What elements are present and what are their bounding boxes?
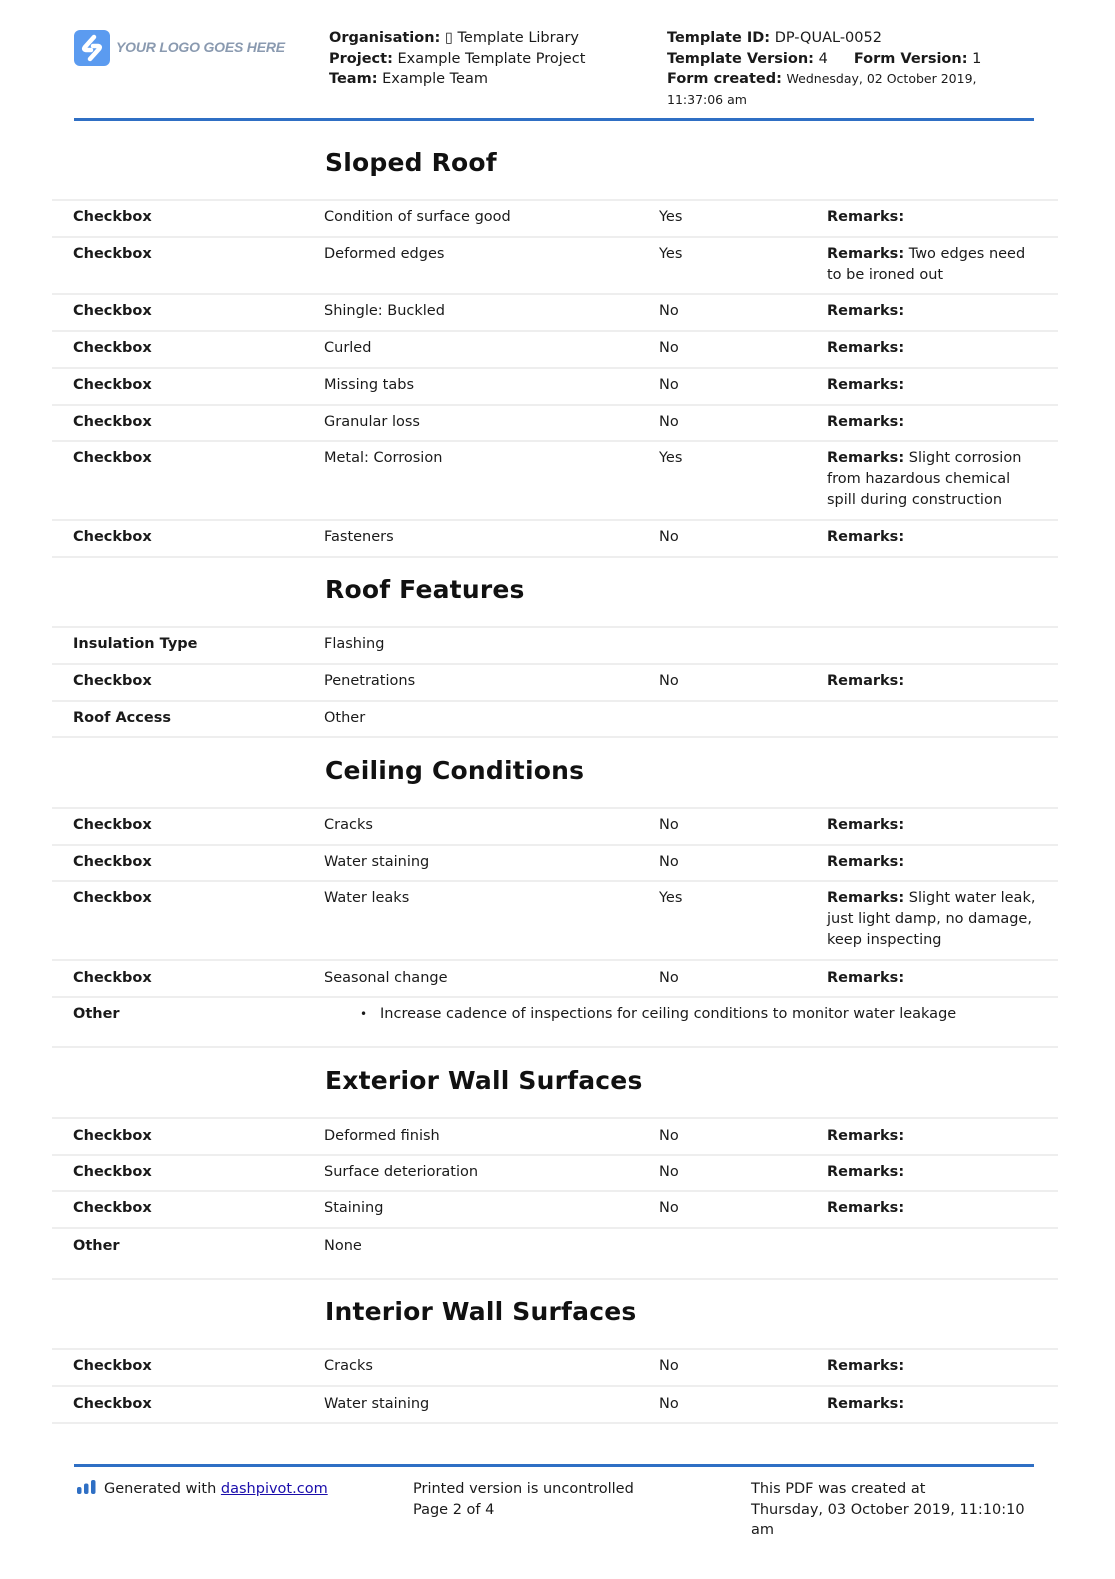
- row-field-type: Checkbox: [73, 414, 152, 430]
- form-created-time: 11:37:06 am: [667, 91, 747, 107]
- row-item-label: Curled: [324, 340, 372, 356]
- bullet-text: Increase cadence of inspections for ceiling conditions to monitor water leakage: [380, 1006, 957, 1022]
- logo-text: YOUR LOGO GOES HERE: [116, 39, 285, 55]
- row-divider: [52, 1154, 1058, 1156]
- pdf-created-date: Thursday, 03 October 2019, 11:10:10: [751, 1501, 1025, 1518]
- row-item-label: Deformed edges: [324, 246, 445, 262]
- row-divider: [52, 1422, 1058, 1424]
- row-checkbox-value: No: [659, 673, 679, 689]
- pdf-created-label: This PDF was created at: [751, 1481, 926, 1497]
- project-value: Example Template Project: [397, 50, 586, 67]
- row-field-type: Checkbox: [73, 303, 152, 319]
- row-item-label: Water staining: [324, 1396, 430, 1412]
- row-divider: [52, 293, 1058, 295]
- row-checkbox-value: Yes: [659, 450, 683, 466]
- row-field-type: Checkbox: [73, 1358, 152, 1374]
- row-divider: [52, 1385, 1058, 1387]
- section-title: Exterior Wall Surfaces: [325, 1066, 643, 1095]
- page-number: Page 2 of 4: [413, 1501, 495, 1518]
- row-checkbox-value: No: [659, 854, 679, 870]
- section-title: Ceiling Conditions: [325, 756, 585, 785]
- team-label: Team:: [329, 71, 378, 87]
- row-checkbox-value: No: [659, 1164, 679, 1180]
- footer-page-info: [413, 1479, 634, 1520]
- remarks-label: Remarks:: [827, 1200, 905, 1216]
- remarks-label: Remarks:: [827, 854, 905, 870]
- row-divider: [52, 1227, 1058, 1229]
- row-divider: [52, 880, 1058, 882]
- template-id-label: Template ID:: [667, 30, 771, 46]
- row-checkbox-value: No: [659, 817, 679, 833]
- row-field-type: Other: [73, 1238, 120, 1254]
- form-created-date: Wednesday, 02 October 2019,: [786, 71, 977, 86]
- row-remarks: [827, 888, 1042, 951]
- row-item-label: Other: [324, 710, 366, 726]
- row-item-label: Granular loss: [324, 414, 420, 430]
- footer-divider: [74, 1464, 1034, 1467]
- row-field-type: Checkbox: [73, 377, 152, 393]
- row-divider: [52, 700, 1058, 702]
- row-remarks: [827, 244, 1042, 286]
- row-field-type: Other: [73, 1006, 120, 1022]
- row-item-label: Water staining: [324, 854, 430, 870]
- row-checkbox-value: No: [659, 414, 679, 430]
- footer-pdf-created: [751, 1479, 1025, 1541]
- row-divider: [52, 959, 1058, 961]
- remarks-label: Remarks:: [827, 890, 905, 906]
- form-version-label: Form Version:: [853, 50, 968, 67]
- row-remarks: [827, 968, 1042, 989]
- form-created-label: Form created:: [667, 71, 782, 87]
- row-divider: [52, 556, 1058, 558]
- row-divider: [52, 844, 1058, 846]
- row-divider: [52, 1348, 1058, 1350]
- remarks-text: Two edges need to be ironed out: [827, 246, 1026, 283]
- row-checkbox-value: No: [659, 1128, 679, 1144]
- row-checkbox-value: Yes: [659, 209, 683, 225]
- row-divider: [52, 996, 1058, 998]
- template-id-value: DP-QUAL-0052: [774, 30, 882, 46]
- row-remarks: [827, 448, 1042, 511]
- row-field-type: Checkbox: [73, 1200, 152, 1216]
- remarks-label: Remarks:: [827, 529, 905, 545]
- row-remarks: [827, 1356, 1042, 1377]
- remarks-label: Remarks:: [827, 673, 905, 689]
- row-item-label: Flashing: [324, 636, 385, 652]
- form-created-line: [667, 69, 981, 90]
- remarks-label: Remarks:: [827, 1358, 905, 1374]
- row-divider: [52, 440, 1058, 442]
- row-remarks: [827, 1162, 1042, 1183]
- row-field-type: Checkbox: [73, 673, 152, 689]
- row-field-type: Checkbox: [73, 529, 152, 545]
- row-divider: [52, 1278, 1058, 1280]
- row-field-type: Checkbox: [73, 890, 152, 906]
- row-field-type: Checkbox: [73, 246, 152, 262]
- row-remarks: [827, 1126, 1042, 1147]
- version-line: [667, 49, 981, 70]
- row-remarks: [827, 412, 1042, 433]
- row-remarks: [827, 852, 1042, 873]
- row-checkbox-value: No: [659, 340, 679, 356]
- remarks-label: Remarks:: [827, 377, 905, 393]
- row-field-type: Checkbox: [73, 209, 152, 225]
- row-item-label: Deformed finish: [324, 1128, 440, 1144]
- team-value: Example Team: [382, 71, 488, 87]
- footer-generated: [76, 1479, 328, 1502]
- row-remarks: [827, 338, 1042, 359]
- row-field-type: Insulation Type: [73, 636, 198, 652]
- organisation-line: [329, 28, 585, 49]
- row-checkbox-value: Yes: [659, 246, 683, 262]
- row-divider: [52, 663, 1058, 665]
- header-org-block: [329, 28, 585, 90]
- row-field-type: Checkbox: [73, 450, 152, 466]
- remarks-label: Remarks:: [827, 246, 905, 262]
- dashpivot-link[interactable]: dashpivot.com: [220, 1481, 328, 1497]
- row-divider: [52, 1190, 1058, 1192]
- remarks-text: Slight corrosion from hazardous chemical spill during construction: [827, 450, 1022, 508]
- remarks-label: Remarks:: [827, 1128, 905, 1144]
- row-item-label: Fasteners: [324, 529, 394, 545]
- row-field-type: Checkbox: [73, 340, 152, 356]
- row-remarks: [827, 1394, 1042, 1415]
- row-divider: [52, 236, 1058, 238]
- remarks-label: Remarks:: [827, 209, 905, 225]
- row-checkbox-value: No: [659, 1396, 679, 1412]
- row-remarks: [827, 375, 1042, 396]
- bullet-item: [360, 1004, 956, 1025]
- template-version-value: 4: [818, 50, 828, 67]
- remarks-label: Remarks:: [827, 1396, 905, 1412]
- row-item-label: Water leaks: [324, 890, 410, 906]
- remarks-label: Remarks:: [827, 340, 905, 356]
- uncontrolled-note: Printed version is uncontrolled: [413, 1481, 634, 1497]
- row-item-label: Missing tabs: [324, 377, 415, 393]
- row-divider: [52, 404, 1058, 406]
- row-checkbox-value: Yes: [659, 890, 683, 906]
- section-title: Interior Wall Surfaces: [325, 1297, 637, 1326]
- row-checkbox-value: No: [659, 970, 679, 986]
- form-version-value: 1: [972, 50, 982, 67]
- pdf-created-ampm: am: [751, 1522, 775, 1538]
- remarks-label: Remarks:: [827, 450, 905, 466]
- remarks-label: Remarks:: [827, 414, 905, 430]
- section-title: Sloped Roof: [325, 148, 497, 177]
- row-checkbox-value: No: [659, 1200, 679, 1216]
- row-field-type: Checkbox: [73, 854, 152, 870]
- remarks-label: Remarks:: [827, 303, 905, 319]
- row-checkbox-value: No: [659, 1358, 679, 1374]
- header-divider: [74, 118, 1034, 121]
- row-divider: [52, 330, 1058, 332]
- logo-icon: [74, 30, 110, 66]
- row-checkbox-value: No: [659, 377, 679, 393]
- dashpivot-icon: [76, 1479, 98, 1502]
- row-divider: [52, 519, 1058, 521]
- row-remarks: [827, 527, 1042, 548]
- project-line: [329, 49, 585, 70]
- row-divider: [52, 626, 1058, 628]
- row-item-label: Condition of surface good: [324, 209, 511, 225]
- row-item-label: Shingle: Buckled: [324, 303, 445, 319]
- remarks-label: Remarks:: [827, 1164, 905, 1180]
- row-remarks: [827, 301, 1042, 322]
- remarks-text: Slight water leak, just light damp, no damage, keep inspecting: [827, 890, 1036, 948]
- row-item-label: Staining: [324, 1200, 384, 1216]
- row-item-label: Cracks: [324, 817, 373, 833]
- row-remarks: [827, 815, 1042, 836]
- generated-prefix: Generated with: [104, 1481, 221, 1497]
- row-field-type: Checkbox: [73, 970, 152, 986]
- organisation-value: ▯ Template Library: [444, 30, 580, 46]
- project-label: Project:: [329, 50, 393, 67]
- template-id-line: [667, 28, 981, 49]
- row-item-label: Seasonal change: [324, 970, 448, 986]
- row-item-label: Cracks: [324, 1358, 373, 1374]
- remarks-label: Remarks:: [827, 817, 905, 833]
- section-title: Roof Features: [325, 575, 525, 604]
- row-field-type: Checkbox: [73, 1396, 152, 1412]
- row-divider: [52, 199, 1058, 201]
- row-divider: [52, 1117, 1058, 1119]
- row-field-type: Checkbox: [73, 817, 152, 833]
- row-item-label: Penetrations: [324, 673, 416, 689]
- row-remarks: [827, 1198, 1042, 1219]
- row-field-type: Roof Access: [73, 710, 171, 726]
- row-divider: [52, 1046, 1058, 1048]
- row-divider: [52, 367, 1058, 369]
- row-divider: [52, 736, 1058, 738]
- row-field-type: Checkbox: [73, 1128, 152, 1144]
- row-item-label: Surface deterioration: [324, 1164, 479, 1180]
- row-divider: [52, 807, 1058, 809]
- row-checkbox-value: No: [659, 303, 679, 319]
- row-field-type: Checkbox: [73, 1164, 152, 1180]
- row-checkbox-value: No: [659, 529, 679, 545]
- row-item-label: None: [324, 1238, 362, 1254]
- template-version-label: Template Version:: [667, 50, 814, 67]
- remarks-label: Remarks:: [827, 970, 905, 986]
- team-line: [329, 69, 585, 90]
- header-template-block: [667, 28, 981, 110]
- row-item-label: Metal: Corrosion: [324, 450, 443, 466]
- organisation-label: Organisation:: [329, 30, 441, 46]
- row-remarks: [827, 207, 1042, 228]
- row-remarks: [827, 671, 1042, 692]
